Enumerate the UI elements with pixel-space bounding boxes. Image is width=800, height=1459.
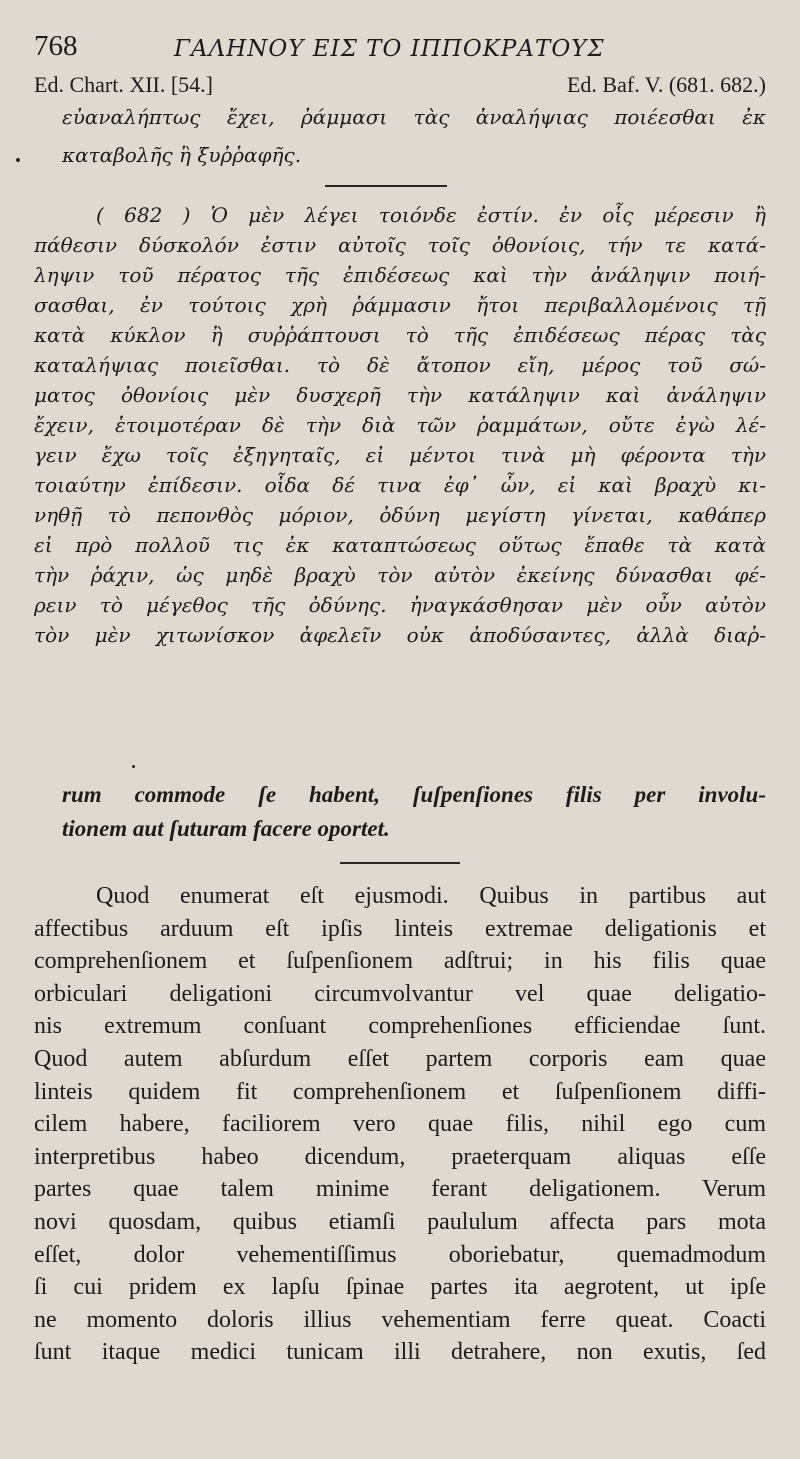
text-line: eſſet, dolor vehementiſſimus oboriebatur, quemadmodum [34, 1241, 766, 1268]
text-line: ſi cui pridem ex lapſu ſpinae partes ita aegrotent, ut ipſe [34, 1274, 766, 1301]
text-line: affectibus arduum eſt ipſis linteis extremae deligationis et [34, 915, 766, 942]
page-number: 768 [34, 30, 78, 62]
text-line: partes quae talem minime ferant deligationem. Verum [34, 1176, 766, 1203]
text-line: comprehenſionem et ſuſpenſionem adſtrui; in his filis quae [34, 948, 766, 975]
edition-chartier-reference: Ed. Chart. XII. [54.] [34, 72, 214, 97]
section-divider-rule [325, 185, 447, 187]
text-line: ληψιν τοῦ πέρατος τῆς ἐπιδέσεως καὶ τὴν ἀνάληψιν ποιή- [34, 263, 766, 287]
text-line: κατὰ κύκλον ἢ συῤῥάπτουσι τὸ τῆς ἐπιδέσεως πέρας τὰς [34, 323, 766, 347]
text-line: τὸν μὲν χιτωνίσκον ἀφελεῖν οὐκ ἀποδύσαντες, ἀλλὰ διαῤ- [34, 623, 766, 647]
text-line: πάθεσιν δύσκολόν ἐστιν αὐτοῖς τοῖς ὀθονίοις, τήν τε κατά- [34, 233, 766, 257]
latin-translation-continuation [62, 778, 766, 846]
text-line: linteis quidem fit comprehenſionem et ſuſpenſionem diffi- [34, 1078, 766, 1105]
text-line: Quod enumerat eſt ejusmodi. Quibus in partibus aut [96, 883, 766, 909]
text-line: novi quosdam, quibus etiamſi paululum affecta pars mota [34, 1208, 766, 1235]
text-line: ( 682 ) Ὁ μὲν λέγει τοιόνδε ἐστίν. ἐν οἷς μέρεσιν ἢ [96, 203, 766, 227]
section-divider-rule [340, 862, 460, 864]
edition-basel-reference: Ed. Baf. V. (681. 682.) [566, 72, 766, 97]
running-title: ΓΑΛΗΝΟΥ ΕΙΣ ΤΟ ΙΠΠΟΚΡΑΤΟΥΣ [174, 36, 605, 62]
text-line: tionem aut ſuturam facere oportet. [62, 816, 390, 841]
text-line: νηθῇ τὸ πεπονθὸς μόριον, ὀδύνη μεγίστη γίνεται, καθάπερ [34, 503, 766, 527]
text-line: ματος ὀθονίοις μὲν δυσχερῆ τὴν κατάληψιν καὶ ἀνάληψιν [34, 383, 766, 407]
text-line: ἔχειν, ἑτοιμοτέραν δὲ τὴν διὰ τῶν ῥαμμάτων, οὔτε ἐγὼ λέ- [34, 413, 766, 437]
greek-text-continuation [62, 98, 766, 174]
text-line: interpretibus habeo dicendum, praeterquam aliquas eſſe [34, 1143, 766, 1170]
text-line: καταλήψιας ποιεῖσθαι. τὸ δὲ ἄτοπον εἴη, μέρος τοῦ σώ- [34, 353, 766, 377]
text-line: orbiculari deligationi circumvolvantur vel quae deligatio- [34, 980, 766, 1007]
text-line: σασθαι, ἐν τούτοις χρὴ ῥάμμασιν ἤτοι περιβαλλομένοις τῇ [34, 293, 766, 317]
page-header [34, 30, 762, 70]
ink-speck [132, 765, 135, 768]
text-line: εἰ πρὸ πολλοῦ τις ἐκ καταπτώσεως οὕτως ἔπαθε τὰ κατὰ [34, 533, 766, 557]
text-line: ρειν τὸ μέγεθος τῆς ὀδύνης. ἠναγκάσθησαν μὲν οὖν αὐτὸν [34, 593, 766, 617]
text-line: cilem habere, faciliorem vero quae filis, nihil ego cum [34, 1111, 766, 1138]
text-line: τοιαύτην ἐπίδεσιν. οἶδα δέ τινα ἐφ᾽ ὧν, εἰ καὶ βραχὺ κι- [34, 473, 766, 497]
text-line: γειν ἔχω τοῖς ἐξηγηταῖς, εἰ μέντοι τινὰ μὴ φέροντα τὴν [34, 443, 766, 467]
text-line: nis extremum conſuant comprehenſiones efficiendae ſunt. [34, 1013, 766, 1040]
text-line: ne momento doloris illius vehementiam ferre queat. Coacti [34, 1306, 766, 1333]
text-line: εὐαναλήπτως ἔχει, ῥάμμασι τὰς ἀναλήψιας ποιέεσθαι ἐκ [62, 105, 766, 129]
text-line: rum commode ſe habent, ſuſpenſiones filis per involu- [62, 782, 766, 807]
text-line: Quod autem abſurdum eſſet partem corporis eam quae [34, 1045, 766, 1072]
text-line: τὴν ῥάχιν, ὡς μηδὲ βραχὺ τὸν αὐτὸν ἐκείνης δύνασθαι φέ- [34, 563, 766, 587]
ink-speck [16, 158, 20, 162]
text-line: ſunt itaque medici tunicam illi detrahere, non exutis, ſed [34, 1339, 766, 1366]
text-line: καταβολῆς ἢ ξυῤῥαφῆς. [62, 143, 302, 167]
latin-commentary-paragraph [34, 880, 766, 1369]
greek-commentary-paragraph [34, 200, 766, 650]
